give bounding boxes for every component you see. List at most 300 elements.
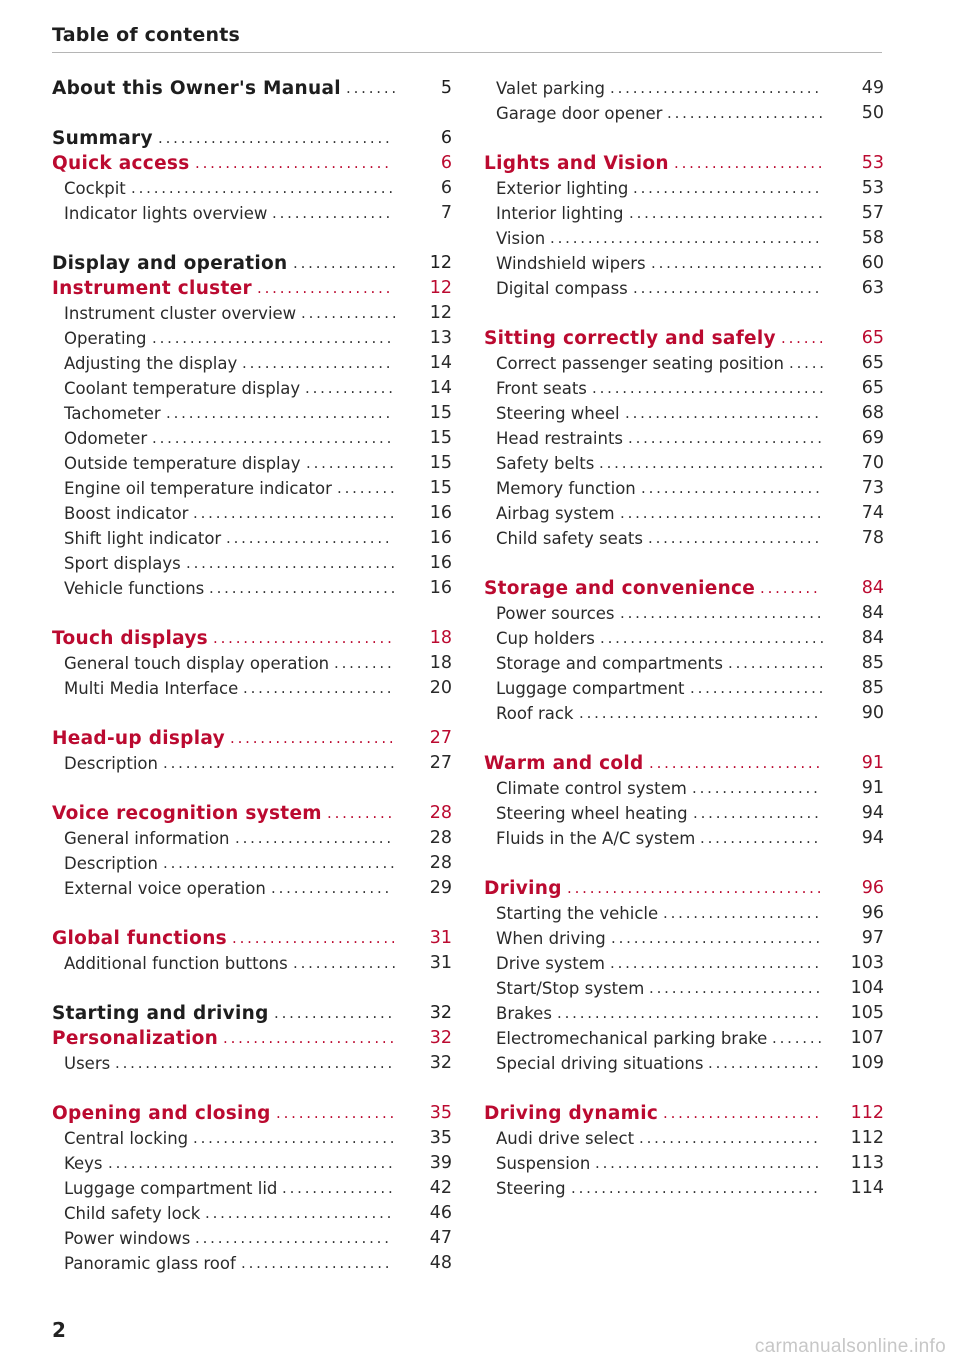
toc-page-number: 104 [850,978,884,998]
toc-page-number: 96 [861,878,884,898]
dot-leader: .................................. [567,879,825,897]
toc-page-number: 16 [429,578,452,598]
toc-entry-exterior-lighting[interactable] [484,176,884,201]
dot-leader: ...................... [230,729,397,747]
toc-entry-memory-function[interactable] [484,476,884,501]
toc-page-number: 28 [429,828,452,848]
toc-page-number: 85 [861,678,884,698]
toc-entry-general-information[interactable] [52,826,452,851]
toc-entry-valet-parking[interactable] [484,76,884,101]
dot-leader: ........................ [641,479,823,497]
toc-entry-title: Vision [496,229,546,248]
toc-page-number: 74 [861,503,884,523]
toc-entry-general-touch-display-operation[interactable] [52,651,452,676]
toc-entry-title: Roof rack [496,704,574,723]
toc-page-number: 70 [861,453,884,473]
toc-entry-title: Starting and driving [52,1003,269,1024]
toc-entry-title: Luggage compartment [496,679,685,698]
toc-entry-when-driving[interactable] [484,926,884,951]
dot-leader: ............................... [163,754,398,772]
toc-section-global-functions[interactable] [52,926,452,951]
dot-leader: ........................... [193,1129,398,1147]
dot-leader: ................. [692,779,821,797]
toc-entry-front-seats[interactable] [484,376,884,401]
dot-leader: .................................... [550,229,823,247]
dot-leader: .......................... [195,154,392,172]
toc-page-number: 28 [429,803,452,823]
dot-leader: ................ [271,879,393,897]
toc-entry-luggage-compartment[interactable] [484,676,884,701]
dot-leader: ..................... [667,104,826,122]
toc-entry-title: Engine oil temperature indicator [64,479,332,498]
toc-entry-title: Panoramic glass roof [64,1254,236,1273]
toc-section-lights-and-vision[interactable] [484,151,884,176]
toc-entry-child-safety-lock[interactable] [52,1201,452,1226]
toc-entry-cockpit[interactable] [52,176,452,201]
toc-page-number: 84 [861,603,884,623]
dot-leader: .................... [242,354,394,372]
toc-page-number: 14 [429,378,452,398]
toc-entry-tachometer[interactable] [52,401,452,426]
dot-leader: ............................ [186,554,398,572]
toc-entry-title: Driving [484,878,562,899]
toc-entry-title: Summary [52,128,153,149]
toc-entry-title: Additional function buttons [64,954,288,973]
toc-page-number: 16 [429,528,452,548]
toc-entry-title: Shift light indicator [64,529,222,548]
toc-entry-roof-rack[interactable] [484,701,884,726]
toc-page-number: 28 [429,853,452,873]
toc-entry-child-safety-seats[interactable] [484,526,884,551]
toc-entry-steering-wheel-heating[interactable] [484,801,884,826]
toc-entry-title: Starting the vehicle [496,904,659,923]
toc-entry-power-windows[interactable] [52,1226,452,1251]
toc-entry-title: Valet parking [496,79,606,98]
toc-entry-description[interactable] [52,751,452,776]
toc-page-number: 35 [429,1103,452,1123]
page-number: 2 [52,1318,66,1342]
toc-entry-title: Cup holders [496,629,595,648]
toc-entry-title: Keys [64,1154,103,1173]
toc-entry-title: When driving [496,929,606,948]
dot-leader: .......................... [195,1229,392,1247]
toc-entry-safety-belts[interactable] [484,451,884,476]
toc-entry-garage-door-opener[interactable] [484,101,884,126]
toc-entry-title: Fluids in the A/C system [496,829,696,848]
toc-page-number: 27 [429,753,452,773]
toc-section-quick-access[interactable] [52,151,452,176]
toc-entry-title: Special driving situations [496,1054,704,1073]
dot-leader: ........................... [193,504,398,522]
toc-entry-coolant-temperature-display[interactable] [52,376,452,401]
toc-section-touch-displays[interactable] [52,626,452,651]
section-spacer [52,601,452,626]
toc-entry-outside-temperature-display[interactable] [52,451,452,476]
toc-page-number: 12 [429,303,452,323]
toc-entry-boost-indicator[interactable] [52,501,452,526]
toc-page-number: 85 [861,653,884,673]
toc-page-number: 16 [429,553,452,573]
toc-section-instrument-cluster[interactable] [52,276,452,301]
dot-leader: .............................. [595,1154,823,1172]
toc-entry-drive-system[interactable] [484,951,884,976]
toc-page-number: 39 [429,1153,452,1173]
toc-entry-title: Start/Stop system [496,979,645,998]
toc-entry-title: Users [64,1054,111,1073]
toc-entry-engine-oil-temperature-indicator[interactable] [52,476,452,501]
toc-section-warm-and-cold[interactable] [484,751,884,776]
toc-entry-fluids-in-the-a-c-system[interactable] [484,826,884,851]
toc-entry-brakes[interactable] [484,1001,884,1026]
section-spacer [52,701,452,726]
toc-entry-digital-compass[interactable] [484,276,884,301]
toc-entry-title: Steering wheel [496,404,620,423]
toc-page-number: 31 [429,953,452,973]
dot-leader: ............... [282,1179,396,1197]
dot-leader: ........................ [639,1129,821,1147]
toc-page-number: 112 [850,1103,884,1123]
toc-section-summary[interactable] [52,126,452,151]
dot-leader: ...................... [226,529,393,547]
toc-entry-description[interactable] [52,851,452,876]
toc-entry-adjusting-the-display[interactable] [52,351,452,376]
section-spacer [52,226,452,251]
toc-page-number: 50 [861,103,884,123]
toc-page-number: 91 [861,753,884,773]
toc-entry-title: Central locking [64,1129,189,1148]
toc-page-number: 12 [429,278,452,298]
toc-page-number: 65 [861,328,884,348]
toc-entry-title: Boost indicator [64,504,189,523]
dot-leader: ............ [306,454,397,472]
toc-entry-instrument-cluster-overview[interactable] [52,301,452,326]
toc-page-number: 27 [429,728,452,748]
toc-entry-title: Head restraints [496,429,624,448]
toc-page-number: 68 [861,403,884,423]
toc-page-number: 6 [440,178,452,198]
toc-entry-title: Interior lighting [496,204,624,223]
toc-page-number: 113 [850,1153,884,1173]
toc-entry-title: Outside temperature display [64,454,301,473]
toc-entry-title: Drive system [496,954,605,973]
dot-leader: ......................... [633,179,823,197]
toc-entry-power-sources[interactable] [484,601,884,626]
toc-entry-title: Exterior lighting [496,179,629,198]
toc-entry-title: Child safety lock [64,1204,201,1223]
dot-leader: ..................................... [115,1054,396,1072]
toc-entry-shift-light-indicator[interactable] [52,526,452,551]
toc-page-number: 78 [861,528,884,548]
toc-page-number: 69 [861,428,884,448]
dot-leader: .................... [241,1254,393,1272]
toc-page-number: 53 [861,178,884,198]
toc-entry-luggage-compartment-lid[interactable] [52,1176,452,1201]
toc-entry-title: Power windows [64,1229,191,1248]
toc-entry-title: Memory function [496,479,636,498]
toc-entry-title: Indicator lights overview [64,204,268,223]
toc-entry-starting-the-vehicle[interactable] [484,901,884,926]
toc-entry-title: Sitting correctly and safely [484,328,776,349]
toc-entry-start-stop-system[interactable] [484,976,884,1001]
toc-entry-operating[interactable] [52,326,452,351]
dot-leader: ................................... [557,1004,822,1022]
toc-page-number: 53 [861,153,884,173]
dot-leader: ......... [327,804,396,822]
dot-leader: .......................... [625,404,822,422]
toc-entry-title: Display and operation [52,253,288,274]
toc-page-number: 91 [861,778,884,798]
toc-entry-interior-lighting[interactable] [484,201,884,226]
toc-entry-vehicle-functions[interactable] [52,576,452,601]
toc-page-number: 15 [429,403,452,423]
toc-entry-title: General information [64,829,230,848]
section-spacer [52,776,452,801]
toc-page-number: 15 [429,478,452,498]
page-title: Table of contents [52,24,241,46]
toc-entry-title: Child safety seats [496,529,643,548]
dot-leader: ...................... [232,929,399,947]
dot-leader: ...................................... [108,1154,396,1172]
dot-leader: .................... [243,679,395,697]
toc-entry-title: Lights and Vision [484,153,669,174]
dot-leader: ....................... [649,754,824,772]
toc-entry-title: External voice operation [64,879,266,898]
toc-page-number: 32 [429,1028,452,1048]
toc-entry-vision[interactable] [484,226,884,251]
toc-entry-title: Brakes [496,1004,552,1023]
toc-entry-title: Front seats [496,379,587,398]
toc-entry-title: Steering [496,1179,566,1198]
dot-leader: .......................... [629,204,826,222]
dot-leader: ......................... [205,1204,395,1222]
toc-entry-multi-media-interface[interactable] [52,676,452,701]
dot-leader: ............................ [610,954,822,972]
toc-entry-title: Instrument cluster [52,278,252,299]
dot-leader: .............................. [166,404,394,422]
toc-entry-title: Cockpit [64,179,126,198]
toc-entry-steering[interactable] [484,1176,884,1201]
section-spacer [484,851,884,876]
toc-entry-title: Quick access [52,153,190,174]
toc-page-number: 6 [440,128,452,148]
toc-section-driving[interactable] [484,876,884,901]
toc-page-number: 15 [429,428,452,448]
dot-leader: ............................... [592,379,827,397]
dot-leader: ......................... [209,579,399,597]
toc-entry-title: Digital compass [496,279,628,298]
toc-entry-correct-passenger-seating-position[interactable] [484,351,884,376]
dot-leader: ............... [708,1054,822,1072]
toc-entry-title: Storage and convenience [484,578,756,599]
toc-page-number: 84 [861,578,884,598]
toc-page-number: 35 [429,1128,452,1148]
dot-leader: ......................... [633,279,823,297]
dot-leader: ............ [305,379,396,397]
dot-leader: ....................... [651,254,826,272]
toc-entry-title: Climate control system [496,779,687,798]
toc-page-number: 49 [861,78,884,98]
toc-page-number: 15 [429,453,452,473]
toc-entry-title: Vehicle functions [64,579,205,598]
toc-section-personalization[interactable] [52,1026,452,1051]
section-spacer [52,976,452,1001]
section-spacer [484,726,884,751]
dot-leader: ................ [700,829,822,847]
toc-entry-title: Multi Media Interface [64,679,239,698]
dot-leader: ................ [274,1004,396,1022]
toc-page-number: 58 [861,228,884,248]
section-spacer [484,1076,884,1101]
dot-leader: .............................. [599,454,827,472]
toc-column-right [484,76,884,1201]
toc-entry-title: Windshield wipers [496,254,646,273]
toc-entry-steering-wheel[interactable] [484,401,884,426]
toc-entry-external-voice-operation[interactable] [52,876,452,901]
toc-entry-head-restraints[interactable] [484,426,884,451]
section-spacer [484,551,884,576]
toc-entry-additional-function-buttons[interactable] [52,951,452,976]
toc-entry-title: Operating [64,329,147,348]
dot-leader: ................. [693,804,822,822]
toc-entry-title: Driving dynamic [484,1103,659,1124]
dot-leader: ..................... [235,829,394,847]
toc-entry-odometer[interactable] [52,426,452,451]
toc-page-number: 18 [429,628,452,648]
dot-leader: ........ [760,579,821,597]
dot-leader: ........................... [620,504,825,522]
toc-entry-title: Personalization [52,1028,219,1049]
dot-leader: ....... [772,1029,825,1047]
toc-page-number: 20 [429,678,452,698]
toc-entry-indicator-lights-overview[interactable] [52,201,452,226]
toc-section-sitting-correctly-and-safely[interactable] [484,326,884,351]
toc-entry-cup-holders[interactable] [484,626,884,651]
dot-leader: ................................ [152,329,395,347]
toc-entry-title: Safety belts [496,454,595,473]
toc-page-number: 18 [429,653,452,673]
toc-entry-title: About this Owner's Manual [52,78,341,99]
toc-entry-title: Odometer [64,429,148,448]
toc-page-number: 96 [861,903,884,923]
toc-entry-title: Airbag system [496,504,615,523]
toc-entry-windshield-wipers[interactable] [484,251,884,276]
toc-page-number: 47 [429,1228,452,1248]
toc-page-number: 65 [861,353,884,373]
toc-entry-title: Warm and cold [484,753,644,774]
toc-entry-climate-control-system[interactable] [484,776,884,801]
dot-leader: ................................ [152,429,395,447]
dot-leader: ..................... [663,1104,822,1122]
toc-entry-title: Luggage compartment lid [64,1179,278,1198]
dot-leader: ................ [272,204,394,222]
toc-page-number: 31 [429,928,452,948]
toc-section-starting-and-driving[interactable] [52,1001,452,1026]
section-spacer [484,301,884,326]
toc-section-about-this-owner-s-manual[interactable] [52,76,452,101]
toc-entry-panoramic-glass-roof[interactable] [52,1251,452,1276]
toc-page-number: 32 [429,1003,452,1023]
toc-page-number: 48 [429,1253,452,1273]
toc-page-number: 5 [440,78,452,98]
toc-page-number: 103 [850,953,884,973]
toc-entry-audi-drive-select[interactable] [484,1126,884,1151]
toc-entry-users[interactable] [52,1051,452,1076]
dot-leader: ........................... [620,604,825,622]
toc-entry-title: Instrument cluster overview [64,304,297,323]
dot-leader: ....... [346,79,399,97]
toc-page-number: 29 [429,878,452,898]
dot-leader: .................. [257,279,394,297]
toc-entry-title: Audi drive select [496,1129,635,1148]
toc-page-number: 105 [850,1003,884,1023]
toc-entry-airbag-system[interactable] [484,501,884,526]
toc-entry-central-locking[interactable] [52,1126,452,1151]
toc-section-voice-recognition-system[interactable] [52,801,452,826]
toc-entry-title: Description [64,754,158,773]
section-spacer [52,1076,452,1101]
dot-leader: ............................... [158,129,393,147]
dot-leader: .................... [674,154,826,172]
dot-leader: ..... [789,354,827,372]
toc-entry-suspension[interactable] [484,1151,884,1176]
toc-section-storage-and-convenience[interactable] [484,576,884,601]
section-spacer [52,901,452,926]
toc-entry-storage-and-compartments[interactable] [484,651,884,676]
toc-page-number: 6 [440,153,452,173]
toc-entry-title: Adjusting the display [64,354,238,373]
header-rule [52,52,882,53]
dot-leader: .................. [690,679,827,697]
toc-page-number: 60 [861,253,884,273]
toc-page-number: 46 [429,1203,452,1223]
toc-page-number: 13 [429,328,452,348]
dot-leader: ............................ [611,929,823,947]
toc-entry-title: Garage door opener [496,104,663,123]
toc-entry-title: Head-up display [52,728,225,749]
toc-entry-sport-displays[interactable] [52,551,452,576]
dot-leader: ........ [337,479,398,497]
toc-entry-title: Tachometer [64,404,161,423]
toc-section-head-up-display[interactable] [52,726,452,751]
toc-page-number: 16 [429,503,452,523]
dot-leader: ........ [334,654,395,672]
dot-leader: .............. [293,954,399,972]
toc-entry-title: Voice recognition system [52,803,322,824]
toc-page-number: 94 [861,828,884,848]
toc-entry-special-driving-situations[interactable] [484,1051,884,1076]
toc-page-number: 65 [861,378,884,398]
toc-page-number: 90 [861,703,884,723]
dot-leader: ....................... [649,979,824,997]
dot-leader: ................ [276,1104,398,1122]
toc-entry-title: Sport displays [64,554,181,573]
dot-leader: ............. [301,304,400,322]
toc-page-number: 32 [429,1053,452,1073]
toc-section-driving-dynamic[interactable] [484,1101,884,1126]
toc-page-number: 73 [861,478,884,498]
toc-entry-keys[interactable] [52,1151,452,1176]
toc-entry-title: Touch displays [52,628,208,649]
dot-leader: .......................... [628,429,825,447]
toc-section-opening-and-closing[interactable] [52,1101,452,1126]
toc-page-number: 112 [850,1128,884,1148]
dot-leader: ............. [728,654,827,672]
toc-entry-electromechanical-parking-brake[interactable] [484,1026,884,1051]
toc-entry-title: Coolant temperature display [64,379,301,398]
toc-column-left [52,76,452,1276]
toc-section-display-and-operation[interactable] [52,251,452,276]
toc-page-number: 114 [850,1178,884,1198]
